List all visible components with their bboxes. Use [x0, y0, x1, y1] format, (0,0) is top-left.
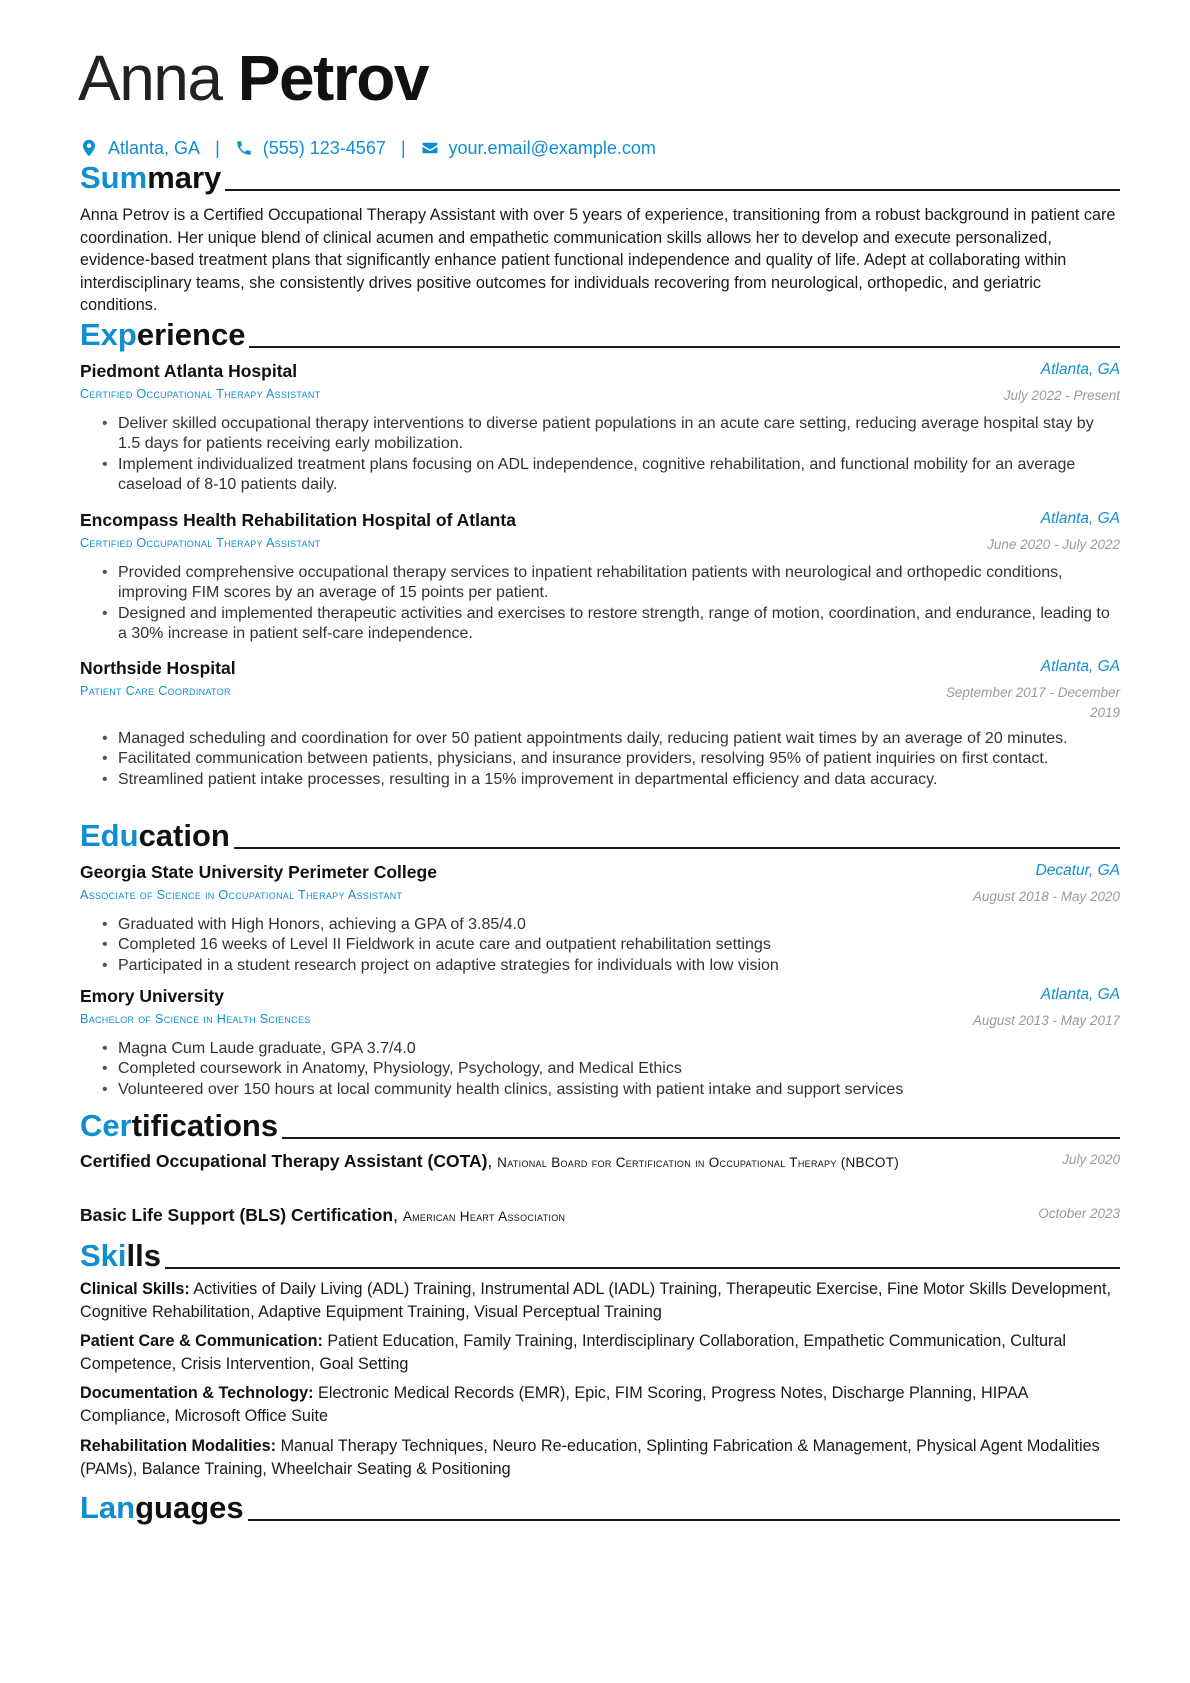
section-divider [249, 346, 1120, 348]
heading-rest: mary [147, 160, 222, 195]
summary-text: Anna Petrov is a Certified Occupational Therapy Assistant with over 5 years of experience, transitioning from a robust background in patient care coordination. Her unique blend of clinical acumen and empathetic communication skills allows her to develop and execute personalized, evidence-based treatment plans that significantly enhance patient functional independence and quality of life. Adept at collaborating within interdisciplinary teams, she consistently drives positive outcomes for individuals recovering from neurological, orthopedic, and geriatric conditions. [80, 206, 1116, 315]
skill-category: Patient Care & Communication: [80, 1332, 323, 1350]
entry-location: Atlanta, GA [1040, 361, 1120, 378]
heading-accent: Lan [80, 1490, 136, 1525]
school-name: Georgia State University Perimeter College [80, 862, 437, 882]
section-heading-education [80, 814, 1120, 854]
heading-rest: lls [126, 1238, 161, 1273]
experience-entry [80, 656, 1120, 790]
list-item: • Completed coursework in Anatomy, Physiology, Psychology, and Medical Ethics [80, 1059, 1120, 1079]
skill-category: Rehabilitation Modalities: [80, 1437, 277, 1455]
skill-category: Clinical Skills: [80, 1280, 190, 1298]
entry-header [80, 860, 1120, 906]
certification-date: July 2020 [1062, 1152, 1120, 1167]
skill-group [80, 1382, 1120, 1427]
entry-header [80, 656, 1120, 722]
bullet-list [80, 563, 1120, 644]
skill-category: Documentation & Technology: [80, 1384, 314, 1402]
list-item: • Streamlined patient intake processes, resulting in a 15% improvement in departmental efficiency and data accuracy. [80, 770, 1120, 790]
list-item: • Participated in a student research project on adaptive strategies for individuals with low vision [80, 956, 1120, 976]
section-divider [234, 847, 1120, 849]
section-heading-summary [80, 156, 1120, 196]
certification-entry: Basic Life Support (BLS) Certification, American Heart Association October 2023 [80, 1205, 1120, 1225]
location-text: Atlanta, GA [108, 137, 201, 158]
entry-dates: August 2013 - May 2017 [972, 1013, 1120, 1028]
skill-group [80, 1278, 1120, 1323]
job-title: Certified Occupational Therapy Assistant [80, 536, 321, 550]
section-divider [225, 189, 1120, 191]
first-name: Anna [78, 42, 222, 114]
entry-header [80, 508, 1120, 554]
certification-issuer: American Heart Association [402, 1209, 566, 1224]
entry-location: Atlanta, GA [1040, 986, 1120, 1003]
entry-dates: June 2020 - July 2022 [987, 537, 1120, 552]
education-entry [80, 984, 1120, 1100]
phone-icon [235, 139, 253, 157]
skill-group [80, 1330, 1120, 1375]
map-pin-icon [80, 139, 98, 157]
heading-accent: Edu [80, 818, 139, 853]
section-divider [282, 1137, 1120, 1139]
education-entry [80, 860, 1120, 976]
list-item: • Designed and implemented therapeutic activities and exercises to restore strength, range of motion, coordination, and endurance, leading to a 30% increase in patient self-care independence. [80, 604, 1120, 645]
employer-name: Encompass Health Rehabilitation Hospital of Atlanta [80, 510, 516, 530]
degree-title: Bachelor of Science in Health Sciences [80, 1012, 311, 1026]
section-heading-experience [80, 313, 1120, 353]
list-item: • Volunteered over 150 hours at local community health clinics, assisting with patient intake and support services [80, 1080, 1120, 1100]
list-item: • Implement individualized treatment plans focusing on ADL independence, cognitive rehabilitation, and functional mobility for an average caseload of 8-10 patients daily. [80, 455, 1120, 496]
list-item: • Graduated with High Honors, achieving a GPA of 3.85/4.0 [80, 915, 1120, 935]
entry-dates: August 2018 - May 2020 [972, 889, 1120, 904]
contact-separator: | [400, 137, 406, 158]
job-title: Certified Occupational Therapy Assistant [80, 387, 321, 401]
candidate-name [78, 38, 428, 118]
certification-name: Basic Life Support (BLS) Certification [80, 1205, 394, 1225]
skill-list: Patient Education, Family Training, Interdisciplinary Collaboration, Empathetic Communication, Cultural Competence, Crisis Intervention, Goal Setting [80, 1332, 1067, 1373]
heading-rest: tifications [131, 1108, 279, 1143]
list-item: • Deliver skilled occupational therapy interventions to diverse patient populations in an acute care setting, reducing average hospital stay by 1.5 days for patients receiving early mobilization. [80, 414, 1120, 455]
heading-accent: Sum [80, 160, 148, 195]
certification-entry: Certified Occupational Therapy Assistant (COTA), National Board for Certification in Occupational Therapy (NBCOT) July 2020 [80, 1151, 1120, 1171]
employer-name: Piedmont Atlanta Hospital [80, 361, 298, 381]
heading-rest: erience [136, 317, 246, 352]
section-heading-certifications [80, 1104, 1120, 1144]
entry-location: Atlanta, GA [1040, 510, 1120, 527]
envelope-icon [421, 139, 439, 157]
list-item: • Provided comprehensive occupational therapy services to inpatient rehabilitation patients with neurological and orthopedic conditions, improving FIM scores by an average of 15 points per patient. [80, 563, 1120, 604]
certification-issuer: National Board for Certification in Occupational Therapy (NBCOT) [497, 1155, 900, 1170]
list-item: • Magna Cum Laude graduate, GPA 3.7/4.0 [80, 1039, 1120, 1059]
heading-accent: Ski [80, 1238, 127, 1273]
entry-dates: July 2022 - Present [1003, 388, 1120, 403]
experience-entry [80, 359, 1120, 495]
skill-group [80, 1435, 1120, 1480]
job-title: Patient Care Coordinator [80, 684, 231, 698]
heading-rest: cation [138, 818, 230, 853]
entry-location: Decatur, GA [1035, 862, 1120, 879]
heading-accent: Cer [80, 1108, 132, 1143]
employer-name: Northside Hospital [80, 658, 236, 678]
experience-entry [80, 508, 1120, 644]
list-item: • Facilitated communication between patients, physicians, and insurance providers, resolving 95% of patient inquiries on first contact. [80, 749, 1120, 769]
section-heading-skills [80, 1234, 1120, 1274]
skill-list: Manual Therapy Techniques, Neuro Re-education, Splinting Fabrication & Management, Physical Agent Modalities (PAMs), Balance Training, Wheelchair Seating & Positioning [80, 1437, 1100, 1478]
section-divider [165, 1267, 1120, 1269]
school-name: Emory University [80, 986, 224, 1006]
entry-header [80, 984, 1120, 1030]
entry-dates: September 2017 - December 2019 [945, 685, 1120, 720]
list-item: • Managed scheduling and coordination for over 50 patient appointments daily, reducing patient wait times by an average of 20 minutes. [80, 729, 1120, 749]
bullet-list [80, 729, 1120, 790]
skill-list: Activities of Daily Living (ADL) Training, Instrumental ADL (IADL) Training, Therapeutic Exercise, Fine Motor Skills Development, Cognitive Rehabilitation, Adaptive Equipment Training, Visual Perceptual Training [80, 1280, 1112, 1321]
section-divider [248, 1519, 1120, 1521]
entry-header [80, 359, 1120, 405]
list-item: • Completed 16 weeks of Level II Fieldwork in acute care and outpatient rehabilitation settings [80, 935, 1120, 955]
skill-list: Electronic Medical Records (EMR), Epic, FIM Scoring, Progress Notes, Discharge Planning, HIPAA Compliance, Microsoft Office Suite [80, 1384, 1028, 1425]
email-text: your.email@example.com [448, 137, 656, 158]
heading-rest: guages [135, 1490, 244, 1525]
certification-date: October 2023 [1038, 1206, 1120, 1221]
entry-location: Atlanta, GA [1040, 658, 1120, 675]
contact-separator: | [215, 137, 220, 158]
certification-name: Certified Occupational Therapy Assistant (COTA) [80, 1151, 488, 1171]
section-heading-languages [80, 1486, 1120, 1526]
bullet-list [80, 414, 1120, 495]
heading-accent: Exp [80, 317, 137, 352]
degree-title: Associate of Science in Occupational Therapy Assistant [80, 888, 403, 902]
last-name: Petrov [237, 42, 428, 114]
bullet-list [80, 915, 1120, 976]
bullet-list [80, 1039, 1120, 1100]
phone-text: (555) 123-4567 [262, 137, 386, 158]
